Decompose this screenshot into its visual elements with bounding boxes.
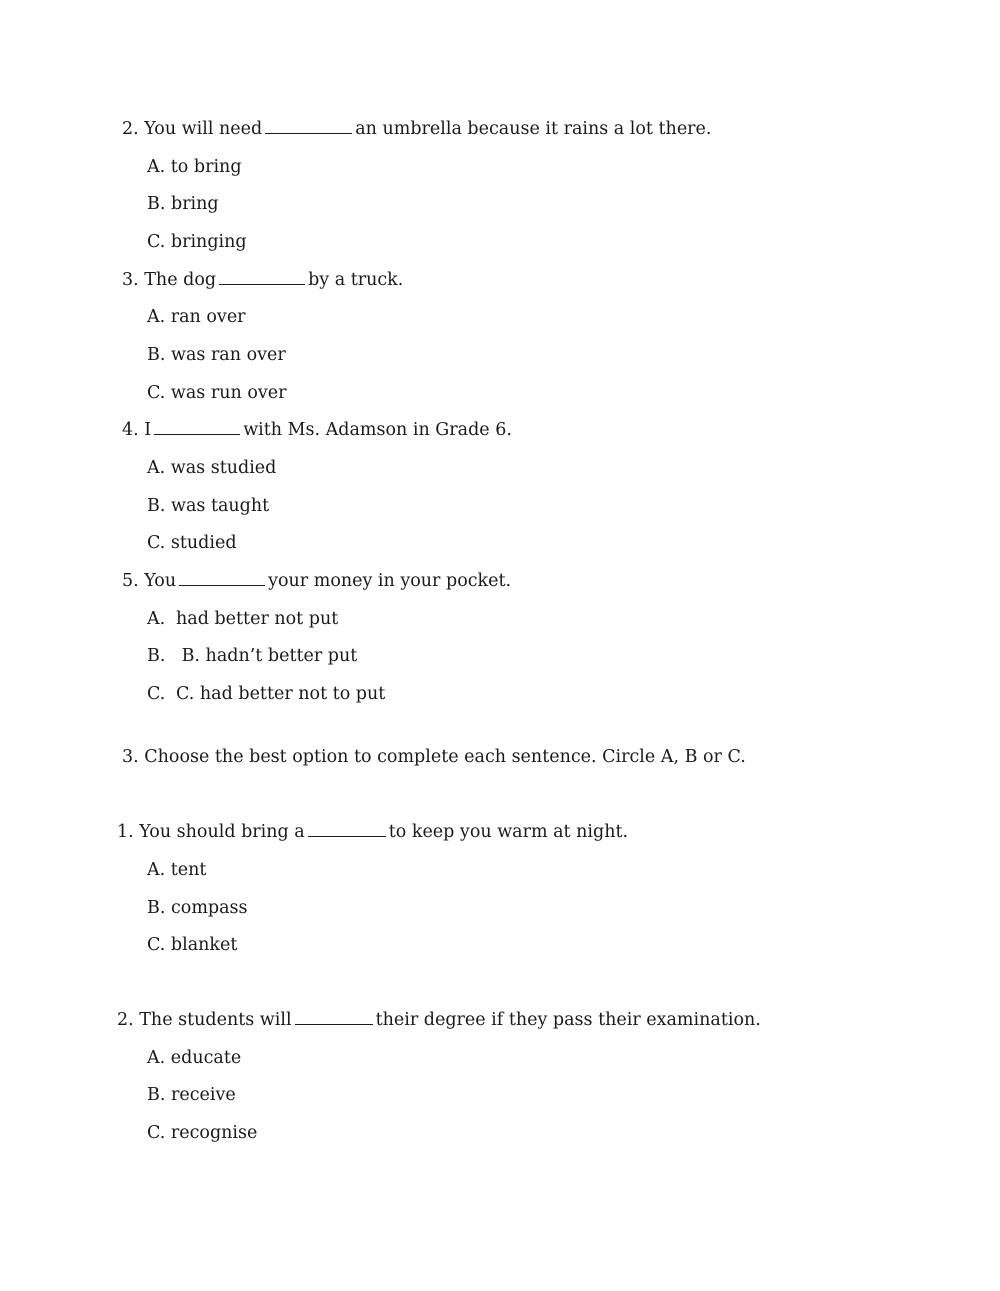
question-1 <box>117 821 628 843</box>
question-text: 2. The students will <box>117 1010 292 1030</box>
option-a[interactable] <box>147 608 338 630</box>
answer-blank[interactable] <box>295 1010 373 1025</box>
option-c[interactable]: C. bringing <box>147 232 247 252</box>
question-text: with Ms. Adamson in Grade 6. <box>243 420 512 440</box>
question-text: 1. You should bring a <box>117 822 305 842</box>
option-b[interactable]: B. receive <box>147 1085 236 1105</box>
question-text: their degree if they pass their examination. <box>375 1010 761 1030</box>
option-b[interactable]: B. was ran over <box>147 345 286 365</box>
option-c[interactable]: C. was run over <box>147 383 287 403</box>
option-a[interactable]: A. was studied <box>147 458 277 478</box>
question-text: to keep you warm at night. <box>388 822 629 842</box>
option-text: C. had better not to put <box>176 684 386 704</box>
option-c[interactable]: C. recognise <box>147 1123 258 1143</box>
option-a[interactable]: A. tent <box>147 860 207 880</box>
option-b[interactable] <box>147 645 357 667</box>
option-c[interactable] <box>147 683 385 705</box>
section-heading: 3. Choose the best option to complete each sentence. Circle A, B or C. <box>122 747 746 767</box>
option-b[interactable]: B. compass <box>147 898 248 918</box>
answer-blank[interactable] <box>219 270 305 285</box>
question-text: your money in your pocket. <box>268 571 512 591</box>
option-letter: B. <box>147 646 166 666</box>
option-text: had better not put <box>176 609 339 629</box>
question-4 <box>122 419 512 441</box>
question-text: 4. I <box>122 420 152 440</box>
option-a[interactable]: A. ran over <box>147 307 246 327</box>
question-text: an umbrella because it rains a lot there. <box>355 119 712 139</box>
option-a[interactable]: A. to bring <box>147 157 242 177</box>
answer-blank[interactable] <box>154 420 240 435</box>
question-text: 2. You will need <box>122 119 263 139</box>
option-c[interactable]: C. blanket <box>147 935 238 955</box>
option-b[interactable]: B. bring <box>147 194 219 214</box>
question-text: 5. You <box>122 571 177 591</box>
question-2 <box>117 1009 761 1031</box>
answer-blank[interactable] <box>265 119 352 134</box>
option-letter: A. <box>147 609 166 629</box>
option-a[interactable]: A. educate <box>147 1048 242 1068</box>
option-b[interactable]: B. was taught <box>147 496 270 516</box>
question-text: by a truck. <box>308 270 404 290</box>
answer-blank[interactable] <box>308 822 386 837</box>
question-5 <box>122 570 511 592</box>
question-3 <box>122 269 403 291</box>
option-text: B. hadn’t better put <box>176 646 358 666</box>
option-c[interactable]: C. studied <box>147 533 237 553</box>
question-text: 3. The dog <box>122 270 217 290</box>
option-letter: C. <box>147 684 166 704</box>
question-2 <box>122 118 711 140</box>
answer-blank[interactable] <box>179 571 265 586</box>
